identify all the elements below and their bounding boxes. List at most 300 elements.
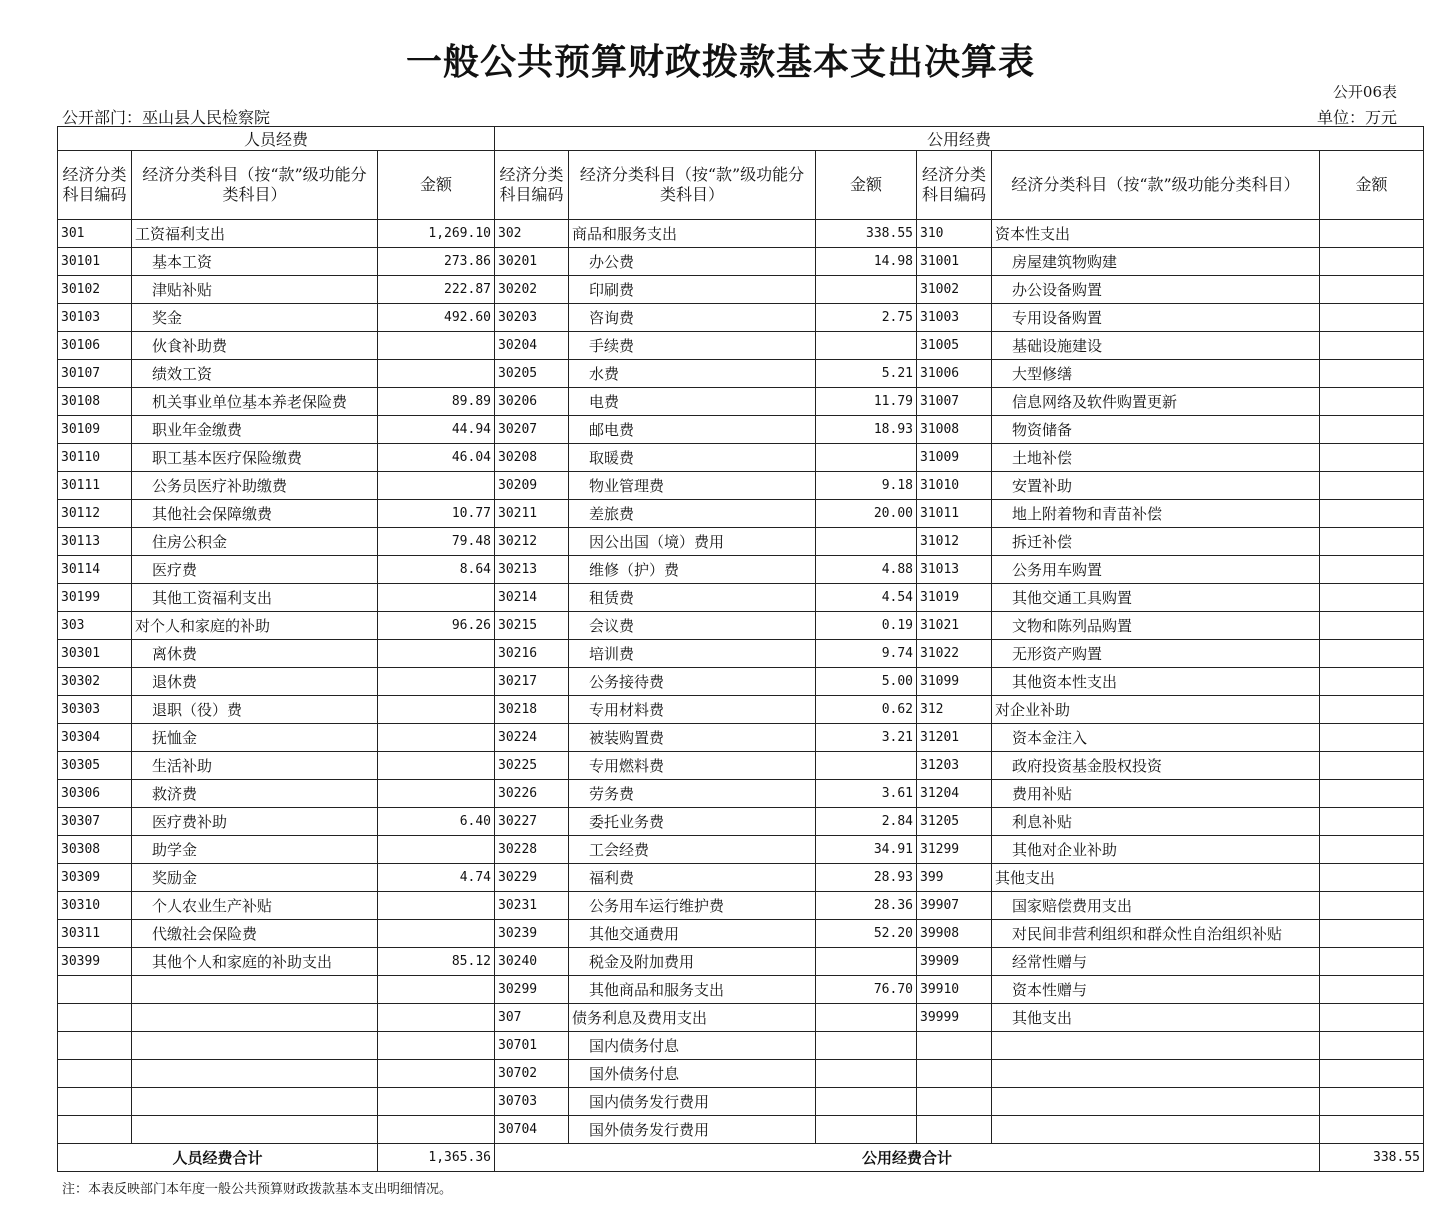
row-amount: 89.89 — [378, 388, 495, 416]
row-amount — [1320, 1088, 1424, 1116]
row-item-name: 其他工资福利支出 — [132, 584, 378, 612]
row-item-name: 拆迁补偿 — [992, 528, 1320, 556]
row-item-name: 邮电费 — [569, 416, 816, 444]
row-amount: 4.54 — [816, 584, 917, 612]
row-amount: 222.87 — [378, 276, 495, 304]
row-amount: 6.40 — [378, 808, 495, 836]
row-amount — [1320, 1060, 1424, 1088]
row-amount — [816, 276, 917, 304]
table-row — [58, 976, 1424, 1004]
row-amount: 10.77 — [378, 500, 495, 528]
row-item-name: 差旅费 — [569, 500, 816, 528]
row-code: 30224 — [495, 724, 569, 752]
table-row — [58, 276, 1424, 304]
table-row — [58, 640, 1424, 668]
row-amount: 9.74 — [816, 640, 917, 668]
header-amount: 金额 — [1320, 151, 1424, 220]
row-code: 31019 — [917, 584, 992, 612]
header-amount: 金额 — [378, 151, 495, 220]
row-amount — [378, 1088, 495, 1116]
row-amount: 3.21 — [816, 724, 917, 752]
row-code: 302 — [495, 220, 569, 248]
row-item-name: 奖金 — [132, 304, 378, 332]
row-code: 30225 — [495, 752, 569, 780]
row-amount — [1320, 724, 1424, 752]
row-code: 31005 — [917, 332, 992, 360]
table-row — [58, 248, 1424, 276]
row-code: 31099 — [917, 668, 992, 696]
table-row — [58, 780, 1424, 808]
row-item-name: 其他社会保障缴费 — [132, 500, 378, 528]
row-code: 31006 — [917, 360, 992, 388]
row-code: 30114 — [58, 556, 132, 584]
row-amount — [1320, 276, 1424, 304]
row-code — [58, 1088, 132, 1116]
row-code: 31008 — [917, 416, 992, 444]
row-item-name: 离休费 — [132, 640, 378, 668]
row-item-name: 职业年金缴费 — [132, 416, 378, 444]
row-item-name: 会议费 — [569, 612, 816, 640]
row-amount: 20.00 — [816, 500, 917, 528]
row-item-name: 对个人和家庭的补助 — [132, 612, 378, 640]
row-code: 30111 — [58, 472, 132, 500]
table-row — [58, 948, 1424, 976]
row-item-name: 办公设备购置 — [992, 276, 1320, 304]
table-row — [58, 528, 1424, 556]
row-amount: 11.79 — [816, 388, 917, 416]
row-item-name: 国内债务付息 — [569, 1032, 816, 1060]
row-amount — [1320, 1032, 1424, 1060]
row-item-name: 无形资产购置 — [992, 640, 1320, 668]
row-item-name: 其他交通费用 — [569, 920, 816, 948]
row-item-name: 劳务费 — [569, 780, 816, 808]
row-item-name: 维修（护）费 — [569, 556, 816, 584]
row-item-name: 电费 — [569, 388, 816, 416]
row-amount — [1320, 752, 1424, 780]
expenditure-table — [57, 126, 1424, 1172]
public-total-value: 338.55 — [1320, 1144, 1424, 1172]
row-code: 30208 — [495, 444, 569, 472]
row-item-name: 救济费 — [132, 780, 378, 808]
row-code: 30108 — [58, 388, 132, 416]
row-code — [58, 976, 132, 1004]
row-amount — [378, 332, 495, 360]
row-code: 31002 — [917, 276, 992, 304]
table-row — [58, 500, 1424, 528]
row-code: 30199 — [58, 584, 132, 612]
row-code: 39999 — [917, 1004, 992, 1032]
row-item-name: 职工基本医疗保险缴费 — [132, 444, 378, 472]
row-code: 30101 — [58, 248, 132, 276]
row-code: 30240 — [495, 948, 569, 976]
row-amount: 2.84 — [816, 808, 917, 836]
table-row — [58, 612, 1424, 640]
table-row — [58, 416, 1424, 444]
row-item-name: 国外债务发行费用 — [569, 1116, 816, 1144]
row-code: 30309 — [58, 864, 132, 892]
row-item-name: 退职（役）费 — [132, 696, 378, 724]
row-code: 31204 — [917, 780, 992, 808]
row-item-name: 费用补贴 — [992, 780, 1320, 808]
header-name: 经济分类科目（按“款”级功能分类科目） — [132, 151, 378, 220]
row-amount: 34.91 — [816, 836, 917, 864]
row-amount — [816, 1032, 917, 1060]
unit-label: 单位：万元 — [1316, 108, 1397, 127]
row-amount — [1320, 808, 1424, 836]
row-amount: 0.62 — [816, 696, 917, 724]
totals-row — [58, 1144, 1424, 1172]
table-code: 公开06表 — [1332, 83, 1397, 101]
row-item-name: 委托业务费 — [569, 808, 816, 836]
table-row — [58, 1032, 1424, 1060]
row-code: 30229 — [495, 864, 569, 892]
row-item-name: 资本金注入 — [992, 724, 1320, 752]
row-amount — [1320, 696, 1424, 724]
table-row — [58, 668, 1424, 696]
table-row — [58, 1088, 1424, 1116]
row-amount: 4.88 — [816, 556, 917, 584]
row-item-name: 工会经费 — [569, 836, 816, 864]
header-code: 经济分类科目编码 — [58, 151, 132, 220]
row-item-name: 医疗费补助 — [132, 808, 378, 836]
row-amount: 46.04 — [378, 444, 495, 472]
table-row — [58, 1060, 1424, 1088]
row-code: 30214 — [495, 584, 569, 612]
header-code: 经济分类科目编码 — [917, 151, 992, 220]
row-amount — [378, 640, 495, 668]
row-code: 39908 — [917, 920, 992, 948]
row-item-name: 助学金 — [132, 836, 378, 864]
row-code: 301 — [58, 220, 132, 248]
row-code: 312 — [917, 696, 992, 724]
row-item-name: 福利费 — [569, 864, 816, 892]
table-row — [58, 696, 1424, 724]
table-row — [58, 556, 1424, 584]
row-code: 30306 — [58, 780, 132, 808]
row-item-name: 被装购置费 — [569, 724, 816, 752]
row-code: 30215 — [495, 612, 569, 640]
row-amount — [378, 892, 495, 920]
row-code: 307 — [495, 1004, 569, 1032]
row-item-name: 资本性支出 — [992, 220, 1320, 248]
row-item-name: 土地补偿 — [992, 444, 1320, 472]
row-code: 30218 — [495, 696, 569, 724]
row-item-name: 工资福利支出 — [132, 220, 378, 248]
row-amount — [378, 1004, 495, 1032]
row-amount: 3.61 — [816, 780, 917, 808]
row-amount — [1320, 976, 1424, 1004]
row-code — [58, 1060, 132, 1088]
row-amount — [378, 668, 495, 696]
row-item-name — [132, 1004, 378, 1032]
row-item-name: 抚恤金 — [132, 724, 378, 752]
row-amount — [1320, 332, 1424, 360]
row-code: 30107 — [58, 360, 132, 388]
row-amount — [1320, 388, 1424, 416]
row-amount — [816, 332, 917, 360]
row-amount — [1320, 556, 1424, 584]
row-amount — [1320, 248, 1424, 276]
row-item-name: 对企业补助 — [992, 696, 1320, 724]
page-title: 一般公共预算财政拨款基本支出决算表 — [405, 41, 1035, 83]
row-amount — [1320, 360, 1424, 388]
row-item-name: 其他个人和家庭的补助支出 — [132, 948, 378, 976]
row-item-name: 培训费 — [569, 640, 816, 668]
row-amount: 5.21 — [816, 360, 917, 388]
row-amount — [1320, 500, 1424, 528]
header-code: 经济分类科目编码 — [495, 151, 569, 220]
table-row — [58, 332, 1424, 360]
row-item-name: 国内债务发行费用 — [569, 1088, 816, 1116]
row-item-name — [132, 1032, 378, 1060]
row-code: 39909 — [917, 948, 992, 976]
row-item-name: 国家赔偿费用支出 — [992, 892, 1320, 920]
row-code — [58, 1004, 132, 1032]
row-code: 30228 — [495, 836, 569, 864]
row-code: 30308 — [58, 836, 132, 864]
row-amount: 338.55 — [816, 220, 917, 248]
row-code: 30301 — [58, 640, 132, 668]
row-item-name: 经常性赠与 — [992, 948, 1320, 976]
row-code: 31205 — [917, 808, 992, 836]
row-item-name: 咨询费 — [569, 304, 816, 332]
row-amount: 8.64 — [378, 556, 495, 584]
header-name: 经济分类科目（按“款”级功能分类科目） — [992, 151, 1320, 220]
row-amount: 2.75 — [816, 304, 917, 332]
row-code: 30704 — [495, 1116, 569, 1144]
row-amount — [378, 752, 495, 780]
row-amount — [1320, 864, 1424, 892]
row-amount — [378, 696, 495, 724]
row-item-name: 公务员医疗补助缴费 — [132, 472, 378, 500]
row-amount: 96.26 — [378, 612, 495, 640]
row-code: 30217 — [495, 668, 569, 696]
row-amount — [816, 1060, 917, 1088]
row-amount — [816, 1088, 917, 1116]
row-amount — [378, 1060, 495, 1088]
row-item-name: 国外债务付息 — [569, 1060, 816, 1088]
row-amount — [1320, 640, 1424, 668]
row-item-name: 奖励金 — [132, 864, 378, 892]
header-name: 经济分类科目（按“款”级功能分类科目） — [569, 151, 816, 220]
row-item-name: 商品和服务支出 — [569, 220, 816, 248]
row-amount — [816, 444, 917, 472]
row-code: 30206 — [495, 388, 569, 416]
table-row — [58, 864, 1424, 892]
row-amount — [378, 780, 495, 808]
table-row — [58, 1004, 1424, 1032]
table-row — [58, 836, 1424, 864]
row-amount: 14.98 — [816, 248, 917, 276]
row-amount — [378, 584, 495, 612]
row-code: 31010 — [917, 472, 992, 500]
row-code: 31203 — [917, 752, 992, 780]
row-item-name: 专用材料费 — [569, 696, 816, 724]
table-row — [58, 444, 1424, 472]
row-code: 31021 — [917, 612, 992, 640]
table-row — [58, 360, 1424, 388]
row-code: 30307 — [58, 808, 132, 836]
row-code — [917, 1032, 992, 1060]
row-item-name — [992, 1060, 1320, 1088]
row-code — [917, 1060, 992, 1088]
row-amount: 0.19 — [816, 612, 917, 640]
row-code: 31003 — [917, 304, 992, 332]
row-code: 30310 — [58, 892, 132, 920]
row-code: 31001 — [917, 248, 992, 276]
row-item-name: 其他对企业补助 — [992, 836, 1320, 864]
row-code: 30213 — [495, 556, 569, 584]
row-code: 30703 — [495, 1088, 569, 1116]
row-amount: 5.00 — [816, 668, 917, 696]
row-item-name: 手续费 — [569, 332, 816, 360]
row-amount — [1320, 948, 1424, 976]
row-amount — [816, 1116, 917, 1144]
row-code: 30302 — [58, 668, 132, 696]
row-amount — [378, 1116, 495, 1144]
row-item-name: 地上附着物和青苗补偿 — [992, 500, 1320, 528]
row-code: 30212 — [495, 528, 569, 556]
row-item-name: 其他交通工具购置 — [992, 584, 1320, 612]
row-code: 31011 — [917, 500, 992, 528]
row-amount: 4.74 — [378, 864, 495, 892]
row-code: 30106 — [58, 332, 132, 360]
table-row — [58, 584, 1424, 612]
row-amount — [1320, 1116, 1424, 1144]
row-amount: 9.18 — [816, 472, 917, 500]
row-code — [917, 1088, 992, 1116]
group-public: 公用经费 — [495, 127, 1424, 151]
row-item-name: 房屋建筑物购建 — [992, 248, 1320, 276]
row-code: 31201 — [917, 724, 992, 752]
row-code: 30399 — [58, 948, 132, 976]
row-item-name: 税金及附加费用 — [569, 948, 816, 976]
row-amount — [1320, 528, 1424, 556]
row-item-name: 租赁费 — [569, 584, 816, 612]
row-code: 30211 — [495, 500, 569, 528]
row-item-name — [132, 976, 378, 1004]
row-code: 30239 — [495, 920, 569, 948]
row-code: 30201 — [495, 248, 569, 276]
table-row — [58, 808, 1424, 836]
row-amount: 28.93 — [816, 864, 917, 892]
row-code: 31022 — [917, 640, 992, 668]
row-item-name: 专用燃料费 — [569, 752, 816, 780]
row-code: 30202 — [495, 276, 569, 304]
row-item-name: 资本性赠与 — [992, 976, 1320, 1004]
row-code: 30209 — [495, 472, 569, 500]
row-code: 30110 — [58, 444, 132, 472]
row-amount: 492.60 — [378, 304, 495, 332]
row-item-name: 政府投资基金股权投资 — [992, 752, 1320, 780]
row-code: 31009 — [917, 444, 992, 472]
table-row — [58, 1116, 1424, 1144]
row-amount — [378, 724, 495, 752]
row-item-name: 基础设施建设 — [992, 332, 1320, 360]
row-amount — [378, 976, 495, 1004]
row-code: 30109 — [58, 416, 132, 444]
table-row — [58, 752, 1424, 780]
row-item-name: 住房公积金 — [132, 528, 378, 556]
row-amount — [816, 948, 917, 976]
row-amount — [1320, 472, 1424, 500]
row-item-name — [132, 1116, 378, 1144]
row-item-name: 其他资本性支出 — [992, 668, 1320, 696]
row-code: 39910 — [917, 976, 992, 1004]
row-code: 30303 — [58, 696, 132, 724]
row-amount: 44.94 — [378, 416, 495, 444]
row-amount — [816, 1004, 917, 1032]
row-amount — [1320, 584, 1424, 612]
row-amount — [816, 752, 917, 780]
row-item-name: 生活补助 — [132, 752, 378, 780]
row-code: 399 — [917, 864, 992, 892]
row-code: 31013 — [917, 556, 992, 584]
row-code: 31007 — [917, 388, 992, 416]
row-item-name: 津贴补贴 — [132, 276, 378, 304]
public-total-label: 公用经费合计 — [495, 1144, 1320, 1172]
row-item-name — [992, 1088, 1320, 1116]
row-item-name: 代缴社会保险费 — [132, 920, 378, 948]
row-amount — [1320, 920, 1424, 948]
row-code: 30701 — [495, 1032, 569, 1060]
row-code: 30227 — [495, 808, 569, 836]
row-item-name — [992, 1032, 1320, 1060]
row-item-name: 大型修缮 — [992, 360, 1320, 388]
row-code: 30207 — [495, 416, 569, 444]
row-item-name: 其他支出 — [992, 864, 1320, 892]
row-amount — [1320, 612, 1424, 640]
row-code: 30311 — [58, 920, 132, 948]
row-item-name: 文物和陈列品购置 — [992, 612, 1320, 640]
row-amount — [1320, 892, 1424, 920]
row-code — [58, 1032, 132, 1060]
department-label: 公开部门：巫山县人民检察院 — [62, 108, 271, 127]
row-amount — [378, 472, 495, 500]
row-code — [917, 1116, 992, 1144]
row-item-name: 公务用车购置 — [992, 556, 1320, 584]
row-code: 30304 — [58, 724, 132, 752]
row-item-name: 伙食补助费 — [132, 332, 378, 360]
row-item-name: 退休费 — [132, 668, 378, 696]
row-amount — [378, 1032, 495, 1060]
row-code: 30231 — [495, 892, 569, 920]
row-amount: 52.20 — [816, 920, 917, 948]
personnel-total-value: 1,365.36 — [378, 1144, 495, 1172]
row-item-name: 利息补贴 — [992, 808, 1320, 836]
row-amount: 18.93 — [816, 416, 917, 444]
row-code: 31012 — [917, 528, 992, 556]
row-item-name: 安置补助 — [992, 472, 1320, 500]
row-code: 310 — [917, 220, 992, 248]
row-item-name: 医疗费 — [132, 556, 378, 584]
row-code: 30102 — [58, 276, 132, 304]
row-item-name — [992, 1116, 1320, 1144]
row-item-name: 绩效工资 — [132, 360, 378, 388]
row-code: 30299 — [495, 976, 569, 1004]
row-code: 30305 — [58, 752, 132, 780]
row-code: 30226 — [495, 780, 569, 808]
row-code: 30112 — [58, 500, 132, 528]
row-amount — [1320, 416, 1424, 444]
row-item-name — [132, 1060, 378, 1088]
table-row — [58, 472, 1424, 500]
row-item-name: 物资储备 — [992, 416, 1320, 444]
row-item-name: 其他支出 — [992, 1004, 1320, 1032]
row-item-name: 对民间非营利组织和群众性自治组织补贴 — [992, 920, 1320, 948]
row-code: 30103 — [58, 304, 132, 332]
personnel-total-label: 人员经费合计 — [58, 1144, 378, 1172]
